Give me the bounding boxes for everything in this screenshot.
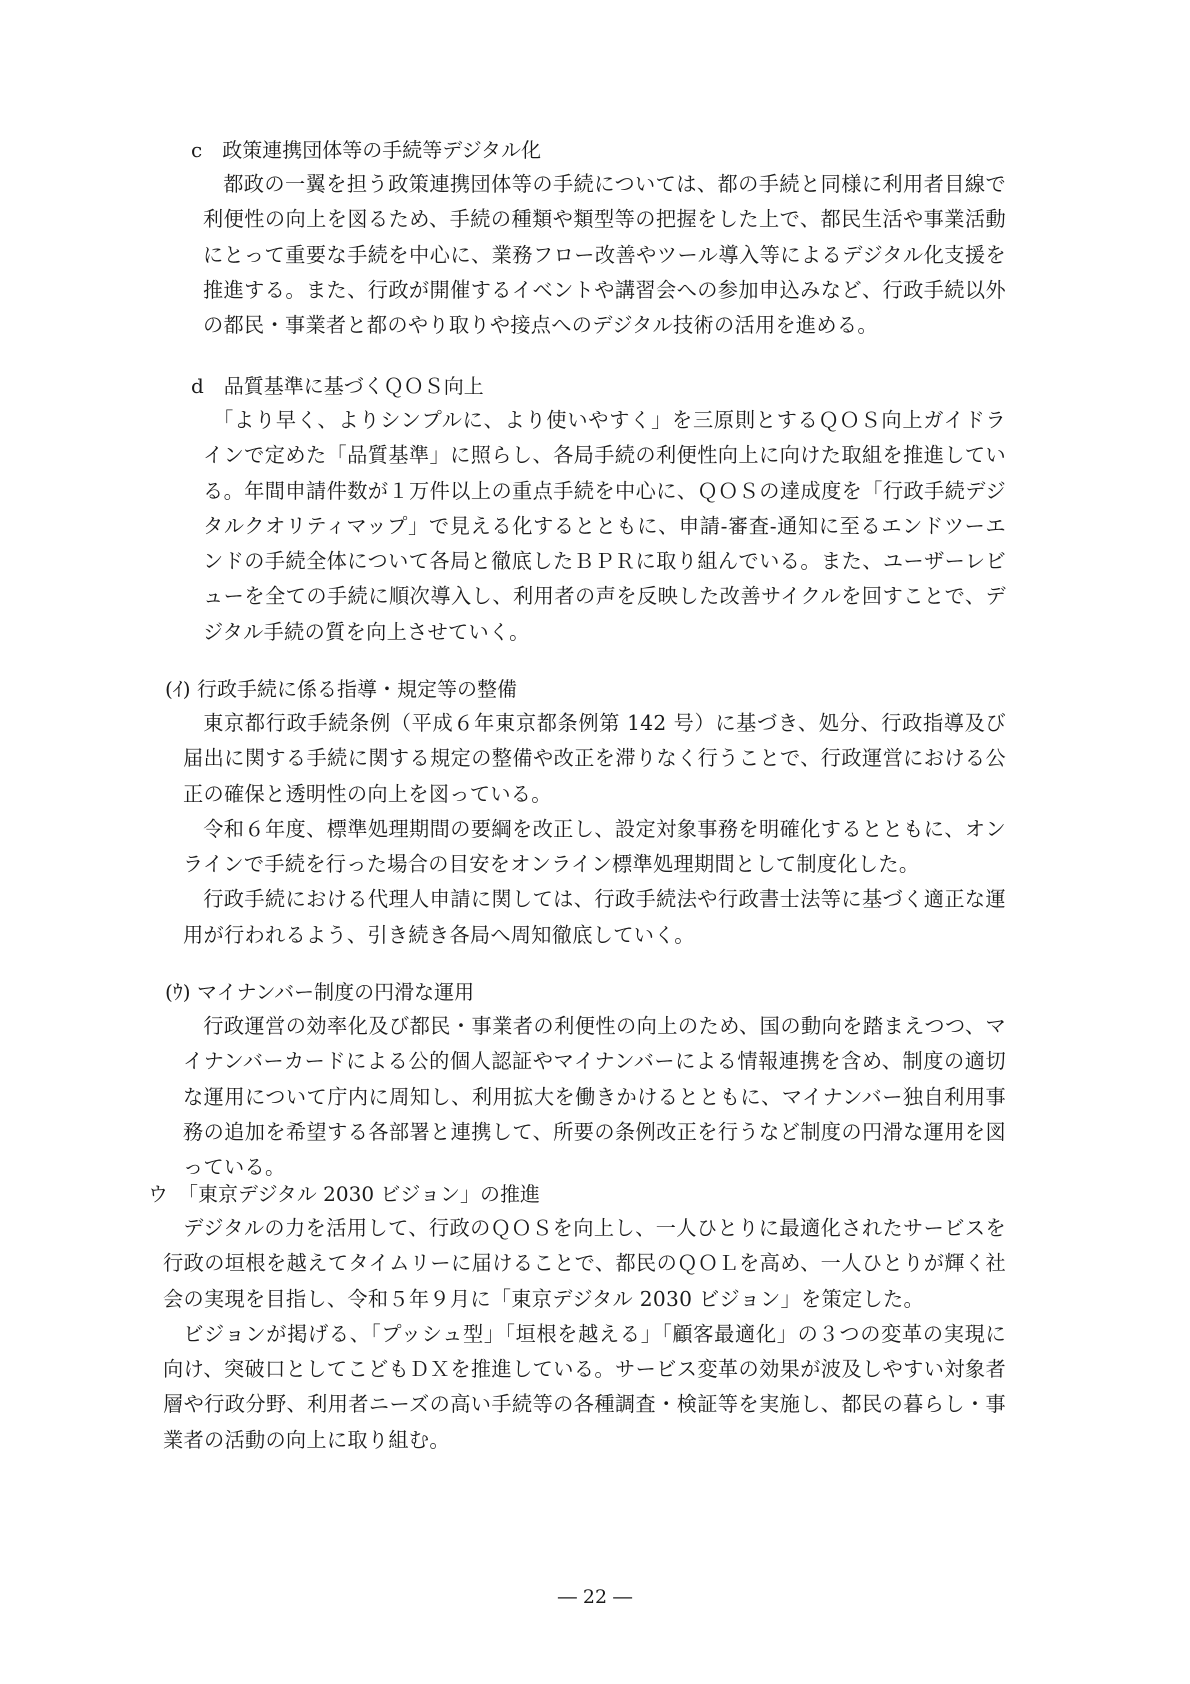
section-u-heading: (ｳ) マイナンバー制度の円滑な運用 — [165, 980, 475, 1004]
section-d-heading: d 品質基準に基づくＱＯＳ向上 — [191, 374, 484, 398]
section-c-paragraph: 都政の一翼を担う政策連携団体等の手続については、都の手続と同様に利用者目線で利便性の向上を図るため、手続の種類や類型等の把握をした上で、都民生活や事業活動にとって重要な手続を中心に、業務フロー改善やツール導入等によるデジタル化支援を推進する。また、行政が開催するイベントや講習会への参加申込みなど、行政手続以外の都民・事業者と都のやり取りや接点へのデジタル技術の活用を進める。 — [203, 172, 1006, 338]
section-i-body — [183, 706, 1006, 953]
section-i-paragraph-3: 行政手続における代理人申請に関しては、行政手続法や行政書士法等に基づく適正な運用が行われるよう、引き続き各局へ周知徹底していく。 — [183, 887, 1006, 947]
section-i-paragraph-1: 東京都行政手続条例（平成６年東京都条例第 142 号）に基づき、処分、行政指導及び届出に関する手続に関する規定の整備や改正を滞りなく行うことで、行政運営における公正の確保と透明性の向上を図っている。 — [183, 711, 1006, 806]
section-u-paragraph: 行政運営の効率化及び都民・事業者の利便性の向上のため、国の動向を踏まえつつ、マイナンバーカードによる公的個人認証やマイナンバーによる情報連携を含め、制度の適切な運用について庁内に周知し、利用拡大を働きかけるとともに、マイナンバー独自利用事務の追加を希望する各部署と連携して、所要の条例改正を行うなど制度の円滑な運用を図っている。 — [183, 1014, 1006, 1180]
page-number: ― 22 ― — [557, 1586, 633, 1608]
section-i-heading: (ｲ) 行政手続に係る指導・規定等の整備 — [165, 677, 517, 701]
section-d-paragraph: 「より早く、よりシンプルに、より使いやすく」を三原則とするＱＯＳ向上ガイドラインで定めた「品質基準」に照らし、各局手続の利便性向上に向けた取組を推進している。年間申請件数が１万件以上の重点手続を中心に、ＱＯＳの達成度を「行政手続デジタルクオリティマップ」で見える化するとともに、申請-審査-通知に至るエンドツーエンドの手続全体について各局と徹底したＢＰＲに取り組んでいる。また、ユーザーレビューを全ての手続に順次導入し、利用者の声を反映した改善サイクルを回すことで、デジタル手続の質を向上させていく。 — [203, 408, 1006, 644]
section-c-body — [203, 167, 1006, 343]
section-vision-heading: ウ 「東京デジタル 2030 ビジョン」の推進 — [148, 1182, 541, 1206]
section-u-body — [183, 1009, 1006, 1185]
section-c-heading: c 政策連携団体等の手続等デジタル化 — [191, 138, 542, 162]
section-i-paragraph-2: 令和６年度、標準処理期間の要綱を改正し、設定対象事務を明確化するとともに、オンラインで手続を行った場合の目安をオンライン標準処理期間として制度化した。 — [183, 816, 1006, 877]
section-vision-paragraph-2: ビジョンが掲げる、「プッシュ型」「垣根を越える」「顧客最適化」の３つの変革の実現に向け、突破口としてこどもＤＸを推進している。サービス変革の効果が波及しやすい対象者層や行政分野、利用者ニーズの高い手続等の各種調査・検証等を実施し、都民の暮らし・事業者の活動の向上に取り組む。 — [163, 1321, 1006, 1452]
section-d-body — [203, 403, 1006, 650]
section-vision-paragraph-1: デジタルの力を活用して、行政のＱＯＳを向上し、一人ひとりに最適化されたサービスを行政の垣根を越えてタイムリーに届けることで、都民のＱＯＬを高め、一人ひとりが輝く社会の実現を目指し、令和５年９月に「東京デジタル 2030 ビジョン」を策定した。 — [163, 1216, 1006, 1311]
section-vision-body — [163, 1211, 1006, 1458]
